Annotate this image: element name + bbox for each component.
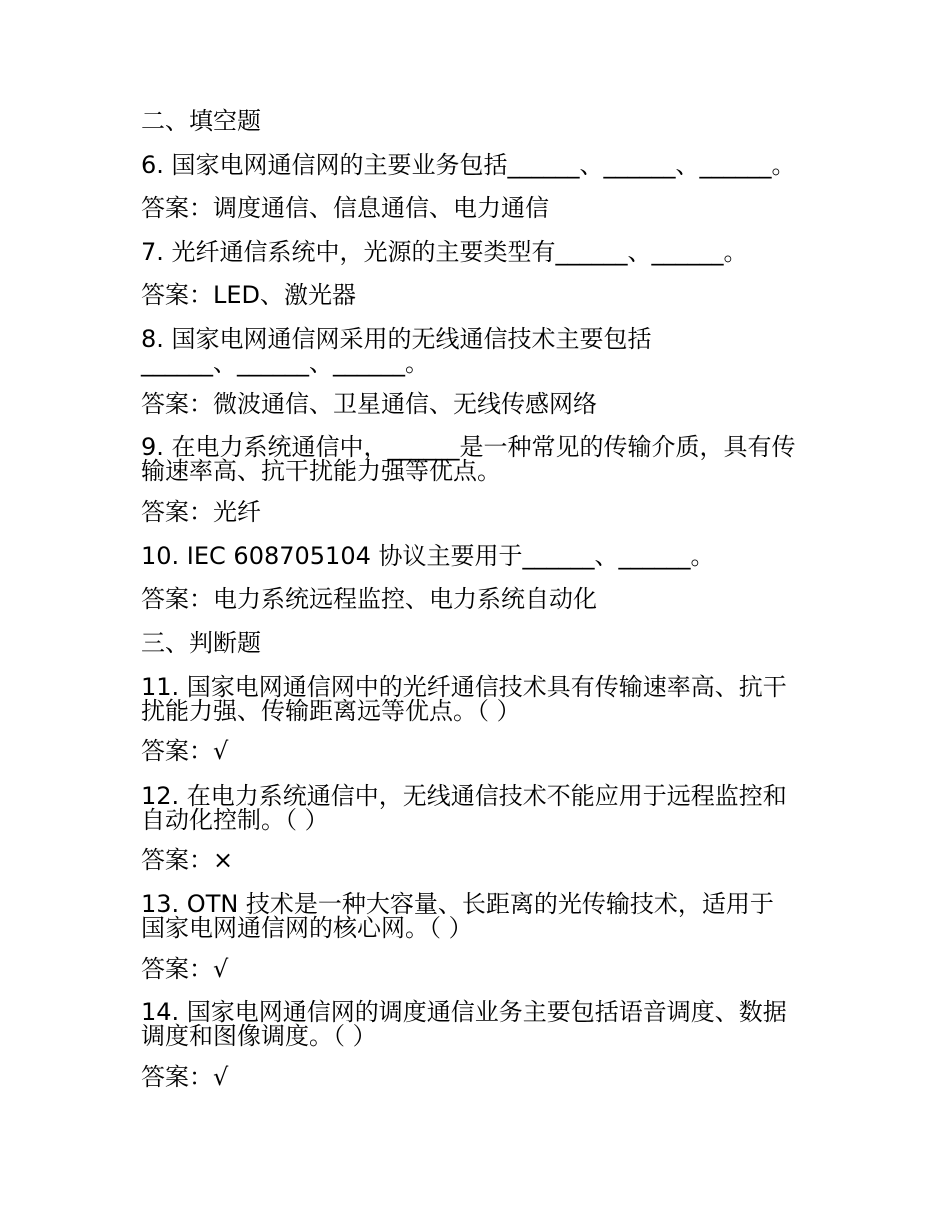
answer-6: 答案：调度通信、信息通信、电力通信	[141, 194, 549, 222]
question-8-line-1: 8. 国家电网通信网采用的无线通信技术主要包括	[141, 325, 652, 353]
question-11-line-1: 11. 国家电网通信网中的光纤通信技术具有传输速率高、抗干	[141, 673, 787, 701]
question-12	[141, 784, 821, 832]
answer-8: 答案：微波通信、卫星通信、无线传感网络	[141, 390, 597, 418]
answer-9: 答案：光纤	[141, 498, 261, 526]
question-8	[141, 327, 821, 375]
answer-11: 答案：√	[141, 737, 229, 765]
answer-12: 答案：×	[141, 846, 234, 874]
question-9	[141, 435, 821, 483]
question-10: 10. IEC 608705104 协议主要用于______、______。	[141, 542, 715, 570]
question-13	[141, 892, 821, 940]
question-7: 7. 光纤通信系统中，光源的主要类型有______、______。	[141, 238, 748, 266]
question-9-line-2: 输速率高、抗干扰能力强等优点。	[141, 457, 501, 485]
answer-10: 答案：电力系统远程监控、电力系统自动化	[141, 585, 597, 613]
question-6: 6. 国家电网通信网的主要业务包括______、______、______。	[141, 151, 796, 179]
section-heading-true-false: 三、判断题	[141, 629, 261, 657]
question-14-line-1: 14. 国家电网通信网的调度通信业务主要包括语音调度、数据	[141, 998, 787, 1026]
question-12-line-2: 自动化控制。（ ）	[141, 806, 329, 834]
question-11	[141, 675, 821, 723]
question-13-line-2: 国家电网通信网的核心网。（ ）	[141, 914, 473, 942]
question-13-line-1: 13. OTN 技术是一种大容量、长距离的光传输技术，适用于	[141, 890, 774, 918]
answer-13: 答案：√	[141, 955, 229, 983]
question-11-line-2: 扰能力强、传输距离远等优点。（ ）	[141, 697, 521, 725]
question-8-line-2: ______、______、______。	[141, 349, 429, 377]
answer-7: 答案：LED、激光器	[141, 281, 357, 309]
section-heading-fill-in: 二、填空题	[141, 107, 261, 135]
question-12-line-1: 12. 在电力系统通信中，无线通信技术不能应用于远程监控和	[141, 782, 787, 810]
question-9-line-1: 9. 在电力系统通信中，______是一种常见的传输介质，具有传	[141, 433, 796, 461]
question-14-line-2: 调度和图像调度。（ ）	[141, 1022, 377, 1050]
answer-14: 答案：√	[141, 1063, 229, 1091]
question-14	[141, 1000, 821, 1048]
